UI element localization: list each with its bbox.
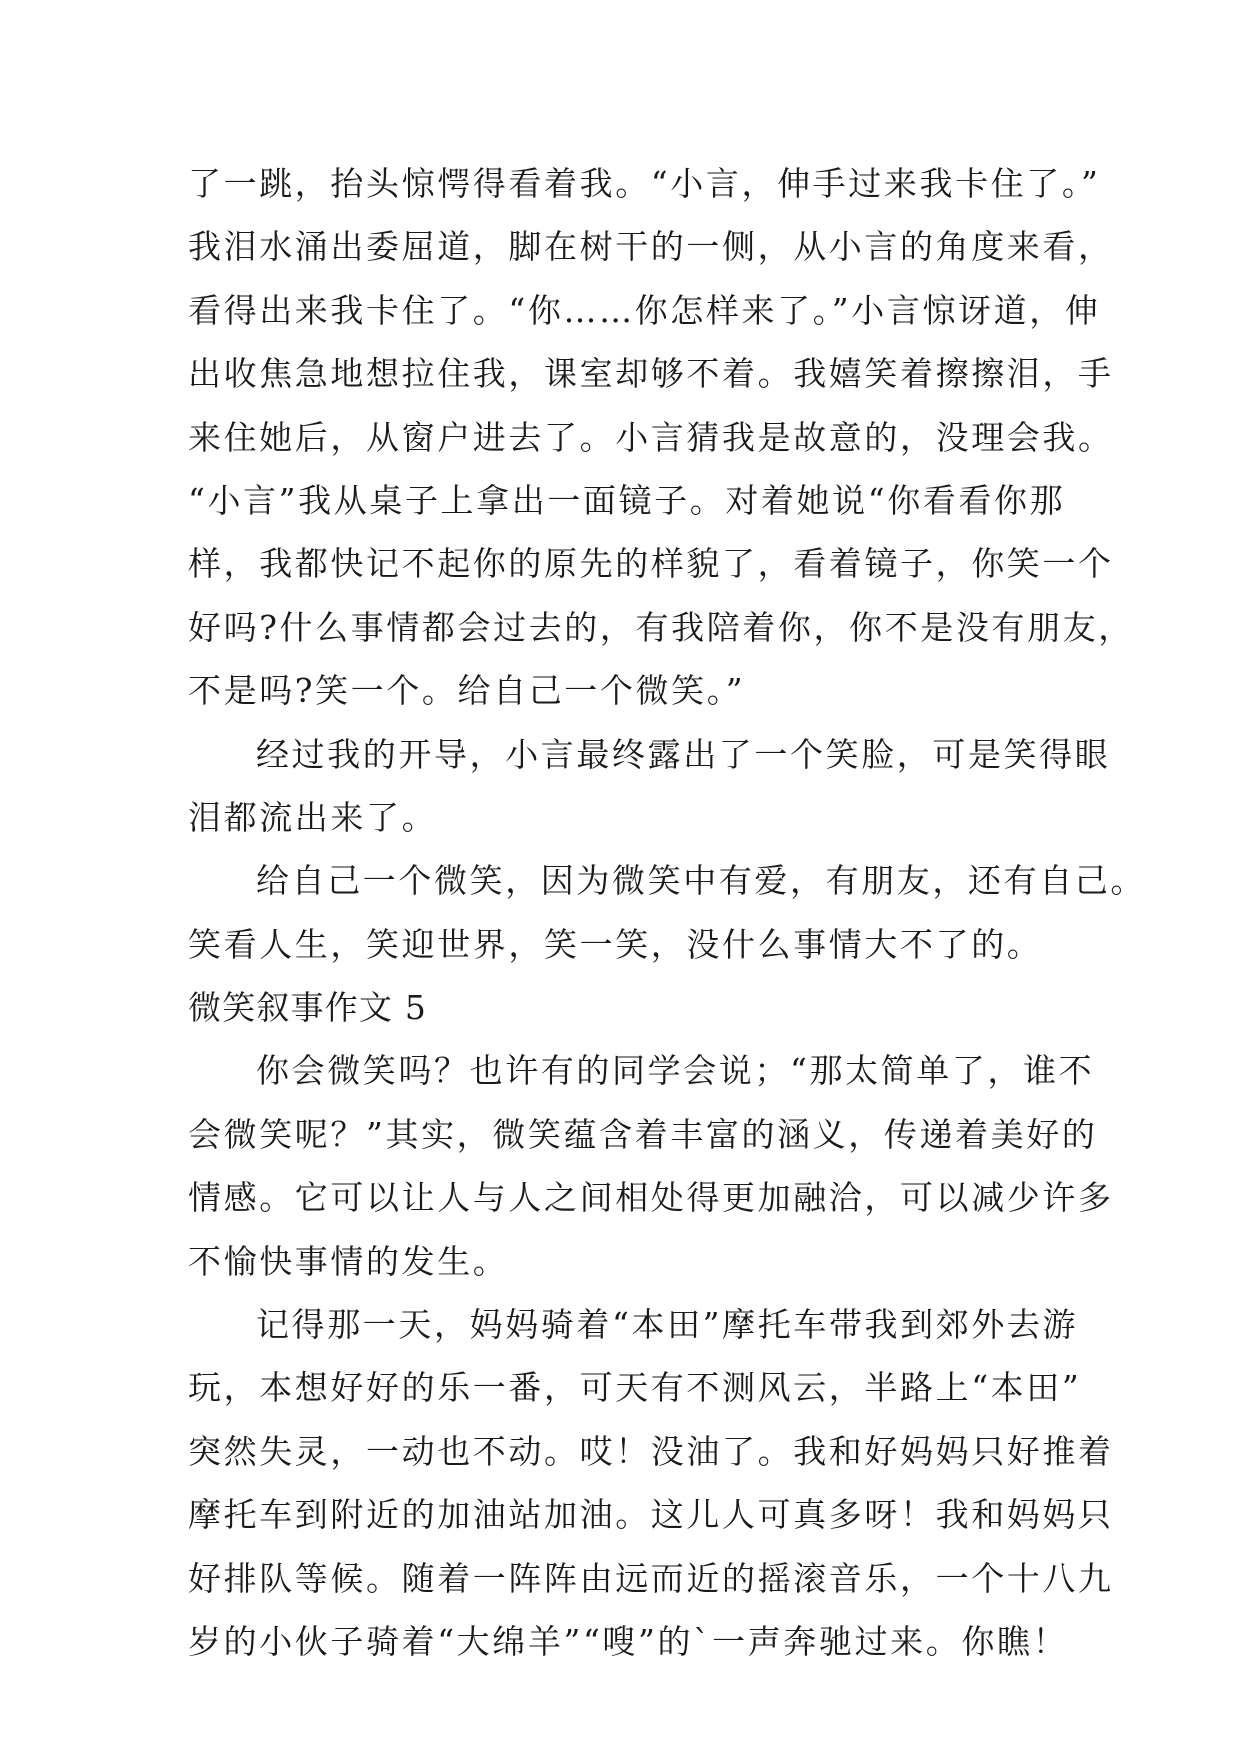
text-line: 情感。它可以让人与人之间相处得更加融洽，可以减少许多 [188, 1178, 1114, 1218]
text-line: 玩，本想好好的乐一番，可天有不测风云，半路上“本田” [188, 1368, 1082, 1408]
document-body [188, 152, 1146, 1673]
text-line: 给自己一个微笑，因为微笑中有爱，有朋友，还有自己。 [256, 861, 1146, 901]
section-title: 微笑叙事作文 5 [188, 988, 428, 1028]
text-line: 好吗?什么事情都会过去的，有我陪着你，你不是没有朋友， [188, 607, 1134, 647]
text-line: 了一跳，抬头惊愕得看着我。“小言，伸手过来我卡住了。” [188, 164, 1101, 203]
text-line: 经过我的开导，小言最终露出了一个笑脸，可是笑得眼 [256, 734, 1111, 774]
text-line: 不愉快事情的发生。 [188, 1241, 509, 1281]
text-line: 你会微笑吗？也许有的同学会说；“那太简单了，谁不 [256, 1051, 1095, 1091]
document-page [188, 152, 1146, 1673]
text-line: 突然失灵，一动也不动。哎！没油了。我和好妈妈只好推着 [188, 1431, 1114, 1471]
text-line: 笑看人生，笑迎世界，笑一笑，没什么事情大不了的。 [188, 924, 1043, 964]
text-line: 岁的小伙子骑着“大绵羊”“嗖”的`一声奔驰过来。你瞧！ [188, 1621, 1069, 1661]
text-line: 样，我都快记不起你的原先的样貌了，看着镜子，你笑一个 [188, 544, 1114, 584]
text-line: 会微笑呢？”其实，微笑蕴含着丰富的涵义，传递着美好的 [188, 1114, 1098, 1154]
text-line: 出收焦急地想拉住我，课室却够不着。我嬉笑着擦擦泪，手 [188, 354, 1114, 394]
text-line: 看得出来我卡住了。“你……你怎样来了。”小言惊讶道，伸 [188, 290, 1101, 330]
text-line: 记得那一天，妈妈骑着“本田”摩托车带我到郊外去游 [256, 1305, 1079, 1345]
text-line: “小言”我从桌子上拿出一面镜子。对着她说“你看看你那 [188, 480, 1066, 520]
text-line: 我泪水涌出委屈道，脚在树干的一侧，从小言的角度来看， [188, 227, 1114, 267]
text-line: 不是吗?笑一个。给自己一个微笑。” [188, 671, 746, 711]
text-line: 泪都流出来了。 [188, 797, 438, 837]
text-line: 来住她后，从窗户进去了。小言猜我是故意的，没理会我。 [188, 417, 1114, 457]
text-line: 好排队等候。随着一阵阵由远而近的摇滚音乐，一个十八九 [188, 1558, 1114, 1598]
text-line: 摩托车到附近的加油站加油。这儿人可真多呀！我和妈妈只 [188, 1495, 1114, 1535]
